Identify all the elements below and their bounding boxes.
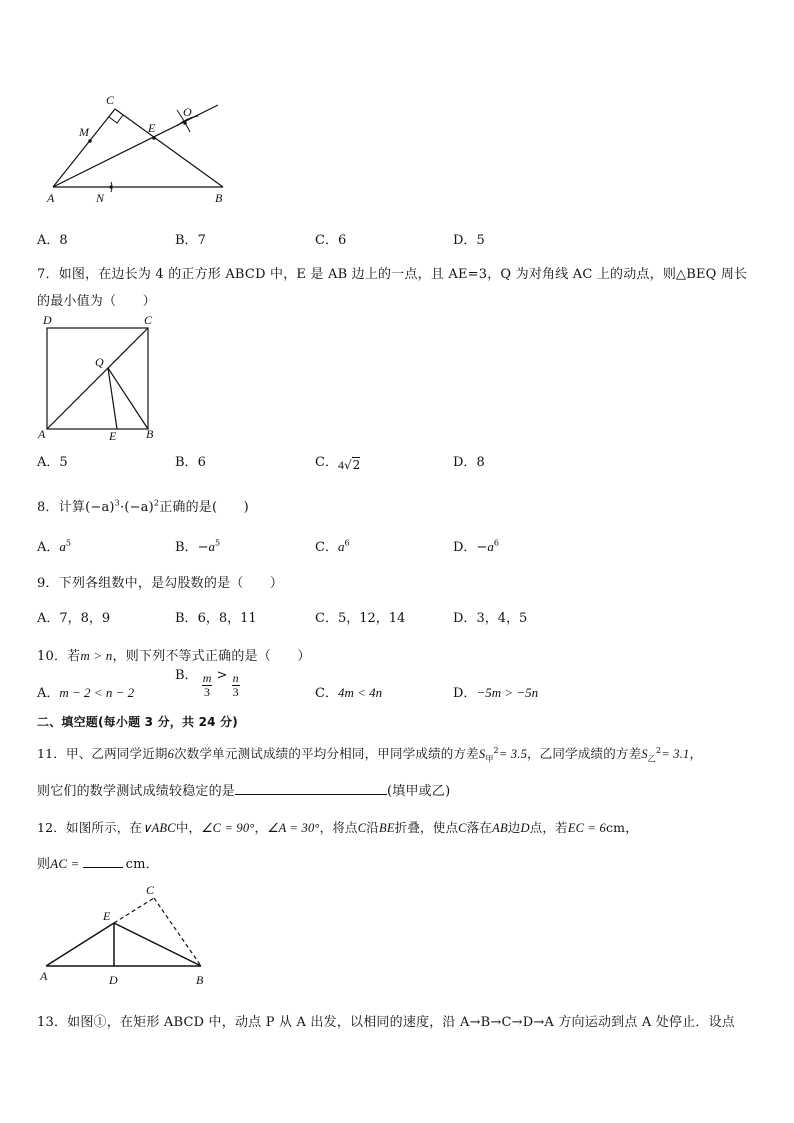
- label-b: B: [196, 973, 204, 987]
- label-c: C: [144, 313, 153, 327]
- label-e: E: [103, 909, 111, 923]
- q10-option-a[interactable]: A．m − 2 < n − 2: [37, 685, 135, 701]
- q7-text-line2: 的最小值为（ ）: [37, 294, 156, 309]
- q7-figure: [36, 312, 166, 444]
- right-angle-mark: [109, 115, 123, 123]
- label-m: M: [79, 125, 89, 139]
- q6-option-a[interactable]: A．8: [37, 233, 68, 248]
- label-a: A: [47, 191, 55, 205]
- label-e: E: [148, 121, 156, 135]
- label-e: E: [109, 429, 117, 443]
- q8-text: 8．计算$(-a)^3\cdot(-a)^2$正确的是( ): [37, 498, 249, 515]
- label-a: A: [40, 969, 48, 983]
- segment-qe: [108, 368, 117, 429]
- label-n: N: [96, 191, 105, 205]
- q8-option-b[interactable]: B．$-a^5$: [175, 538, 221, 555]
- q6-option-d[interactable]: D．5: [453, 233, 485, 248]
- q7-text-line1: 7．如图，在边长为 4 的正方形 ABCD 中，E 是 AB 边上的一点，且 AE=3，Q 为对角线 AC 上的动点，则△BEQ 周长: [37, 267, 748, 282]
- label-o: O: [183, 105, 192, 119]
- q6-option-c[interactable]: C．6: [315, 233, 347, 248]
- q7-option-b[interactable]: B．6: [175, 455, 206, 470]
- label-d: D: [43, 313, 52, 327]
- point-n: [109, 185, 112, 188]
- q12-text-line2: 则AC = cm．: [37, 856, 159, 872]
- q9-option-c[interactable]: C．5，12，14: [315, 611, 406, 626]
- segment-ae: [46, 923, 114, 966]
- diagonal-ac: [47, 328, 148, 429]
- q9-option-b[interactable]: B．6，8，11: [175, 611, 257, 626]
- q10-option-b[interactable]: B． $\frac{m}{3}$ > $\frac{n}{3}$: [175, 668, 239, 699]
- point-m: [88, 139, 92, 143]
- point-e: [152, 136, 156, 140]
- q13-text: 13．如图①，在矩形 ABCD 中，动点 P 从 A 出发，以相同的速度，沿 A→B→C→D→A 方向运动到点 A 处停止．设点: [37, 1015, 736, 1030]
- segment-eb: [114, 923, 201, 966]
- q8-option-d[interactable]: D．$-a^6$: [453, 538, 499, 555]
- q7-option-d[interactable]: D．8: [453, 455, 485, 470]
- label-b: B: [215, 191, 223, 205]
- segment-ec-dashed: [114, 898, 154, 923]
- q10-option-d[interactable]: D．−5m > −5n: [453, 685, 539, 701]
- q9-option-d[interactable]: D．3，4，5: [453, 611, 528, 626]
- label-b: B: [146, 427, 154, 441]
- q7-option-c[interactable]: C．4√2: [315, 455, 361, 472]
- q10-option-c[interactable]: C．4m < 4n: [315, 685, 383, 701]
- q12-figure: [36, 880, 216, 988]
- q6-option-b[interactable]: B．7: [175, 233, 206, 248]
- label-q: Q: [95, 355, 104, 369]
- q11-text-line1: 11．甲、乙两同学近期6次数学单元测试成绩的平均分相同，甲同学成绩的方差$S_甲^2= 3.5$，乙同学成绩的方差$S_乙^2= 3.1$，: [37, 745, 703, 764]
- q11-text-line2: 则它们的数学测试成绩较稳定的是 (填甲或乙): [37, 784, 451, 799]
- q6-figure: [40, 92, 230, 212]
- q7-option-a[interactable]: A．5: [37, 455, 68, 470]
- q10-text: 10．若m > n，则下列不等式正确的是（ ）: [37, 648, 311, 664]
- section-2-title: 二、填空题(每小题 3 分，共 24 分): [37, 715, 238, 729]
- q8-option-a[interactable]: A．$a^5$: [37, 538, 71, 555]
- segment-ac: [53, 109, 115, 187]
- q9-text: 9．下列各组数中，是勾股数的是（ ）: [37, 576, 284, 591]
- q9-option-a[interactable]: A．7，8，9: [37, 611, 111, 626]
- segment-cb-dashed: [154, 898, 201, 966]
- point-o: [183, 121, 187, 125]
- label-c: C: [146, 883, 155, 897]
- label-c: C: [106, 93, 115, 107]
- q11-answer-blank[interactable]: [235, 782, 387, 795]
- q12-text-line1: 12．如图所示，在∨ABC中，∠C = 90°，∠A = 30°，将点C沿BE折叠，使点C落在AB边D点，若EC = 6cm，: [37, 820, 638, 835]
- label-a: A: [38, 427, 46, 441]
- segment-qb: [108, 368, 148, 429]
- q8-option-c[interactable]: C．$a^6$: [315, 538, 350, 555]
- label-d: D: [109, 973, 118, 987]
- q12-answer-blank[interactable]: [83, 855, 123, 868]
